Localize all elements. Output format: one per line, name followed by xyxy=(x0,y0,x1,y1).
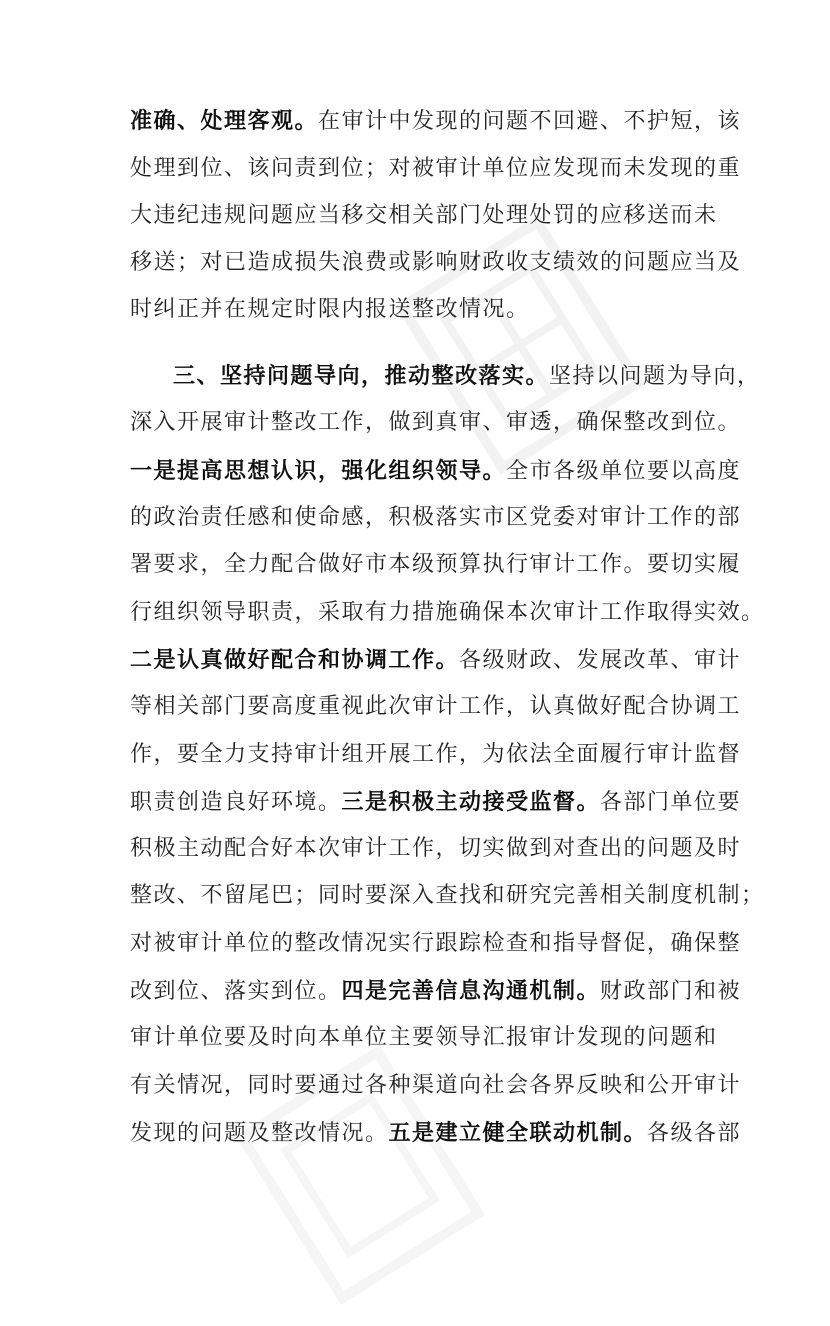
text-line: 大违纪违规问题应当移交相关部门处理处罚的应移送而未 xyxy=(130,203,718,228)
text-line: 署要求，全力配合做好市本级预算执行审计工作。要切实履 xyxy=(130,552,742,577)
text-line xyxy=(173,359,761,393)
line-text: 坚持以问题为导向， xyxy=(549,364,761,389)
text-line: 时纠正并在规定时限内报送整改情况。 xyxy=(130,297,530,322)
text-line: 深入开展审计整改工作，做到真审、审透，确保整改到位。 xyxy=(130,410,742,435)
text-line: 对被审计单位的整改情况实行跟踪检查和指导督促，确保整 xyxy=(130,931,742,956)
text-line xyxy=(130,454,742,488)
text-line: 积极主动配合好本次审计工作，切实做到对查出的问题及时 xyxy=(130,836,742,861)
bold-heading: 一是提高思想认识，强化组织领导。 xyxy=(130,458,507,484)
bold-heading: 准确、处理客观。 xyxy=(130,108,319,134)
line-text: 改到位、落实到位。 xyxy=(130,979,342,1004)
bold-heading: 四是完善信息沟通机制。 xyxy=(341,978,601,1004)
bold-heading: 三是积极主动接受监督。 xyxy=(341,789,601,815)
text-line: 移送；对已造成损失浪费或影响财政收支绩效的问题应当及 xyxy=(130,250,742,275)
line-text: 各级财政、发展改革、审计 xyxy=(459,648,742,673)
line-text: 职责创造良好环境。 xyxy=(130,790,342,815)
line-text: 各级各部 xyxy=(647,1121,742,1146)
text-line xyxy=(130,974,742,1008)
text-line: 作，要全力支持审计组开展工作，为依法全面履行审计监督 xyxy=(130,742,742,767)
text-line: 的政治责任感和使命感，积极落实市区党委对审计工作的部 xyxy=(130,505,742,530)
watermark-stamp xyxy=(374,194,665,495)
text-line xyxy=(130,1116,742,1150)
text-line: 等相关部门要高度重视此次审计工作，认真做好配合协调工 xyxy=(130,694,742,719)
line-text: 全市各级单位要以高度 xyxy=(506,459,742,484)
text-line xyxy=(130,104,742,138)
line-text: 在审计中发现的问题不回避、不护短，该 xyxy=(318,109,742,134)
text-line: 审计单位要及时向本单位主要领导汇报审计发现的问题和 xyxy=(130,1025,718,1050)
text-line xyxy=(130,785,742,819)
section-heading: 三、坚持问题导向，推动整改落实。 xyxy=(173,363,550,389)
line-text: 财政部门和被 xyxy=(600,979,742,1004)
bold-heading: 二是认真做好配合和协调工作。 xyxy=(130,647,460,673)
line-text: 各部门单位要 xyxy=(600,790,742,815)
bold-heading: 五是建立健全联动机制。 xyxy=(388,1120,648,1146)
text-line: 处理到位、该问责到位；对被审计单位应发现而未发现的重 xyxy=(130,156,742,181)
line-text: 发现的问题及整改情况。 xyxy=(130,1121,389,1146)
text-line: 整改、不留尾巴；同时要深入查找和研究完善相关制度机制； xyxy=(130,883,765,908)
text-line: 有关情况，同时要通过各种渠道向社会各界反映和公开审计 xyxy=(130,1073,742,1098)
text-line xyxy=(130,643,742,677)
text-line: 行组织领导职责，采取有力措施确保本次审计工作取得实效。 xyxy=(130,600,765,625)
